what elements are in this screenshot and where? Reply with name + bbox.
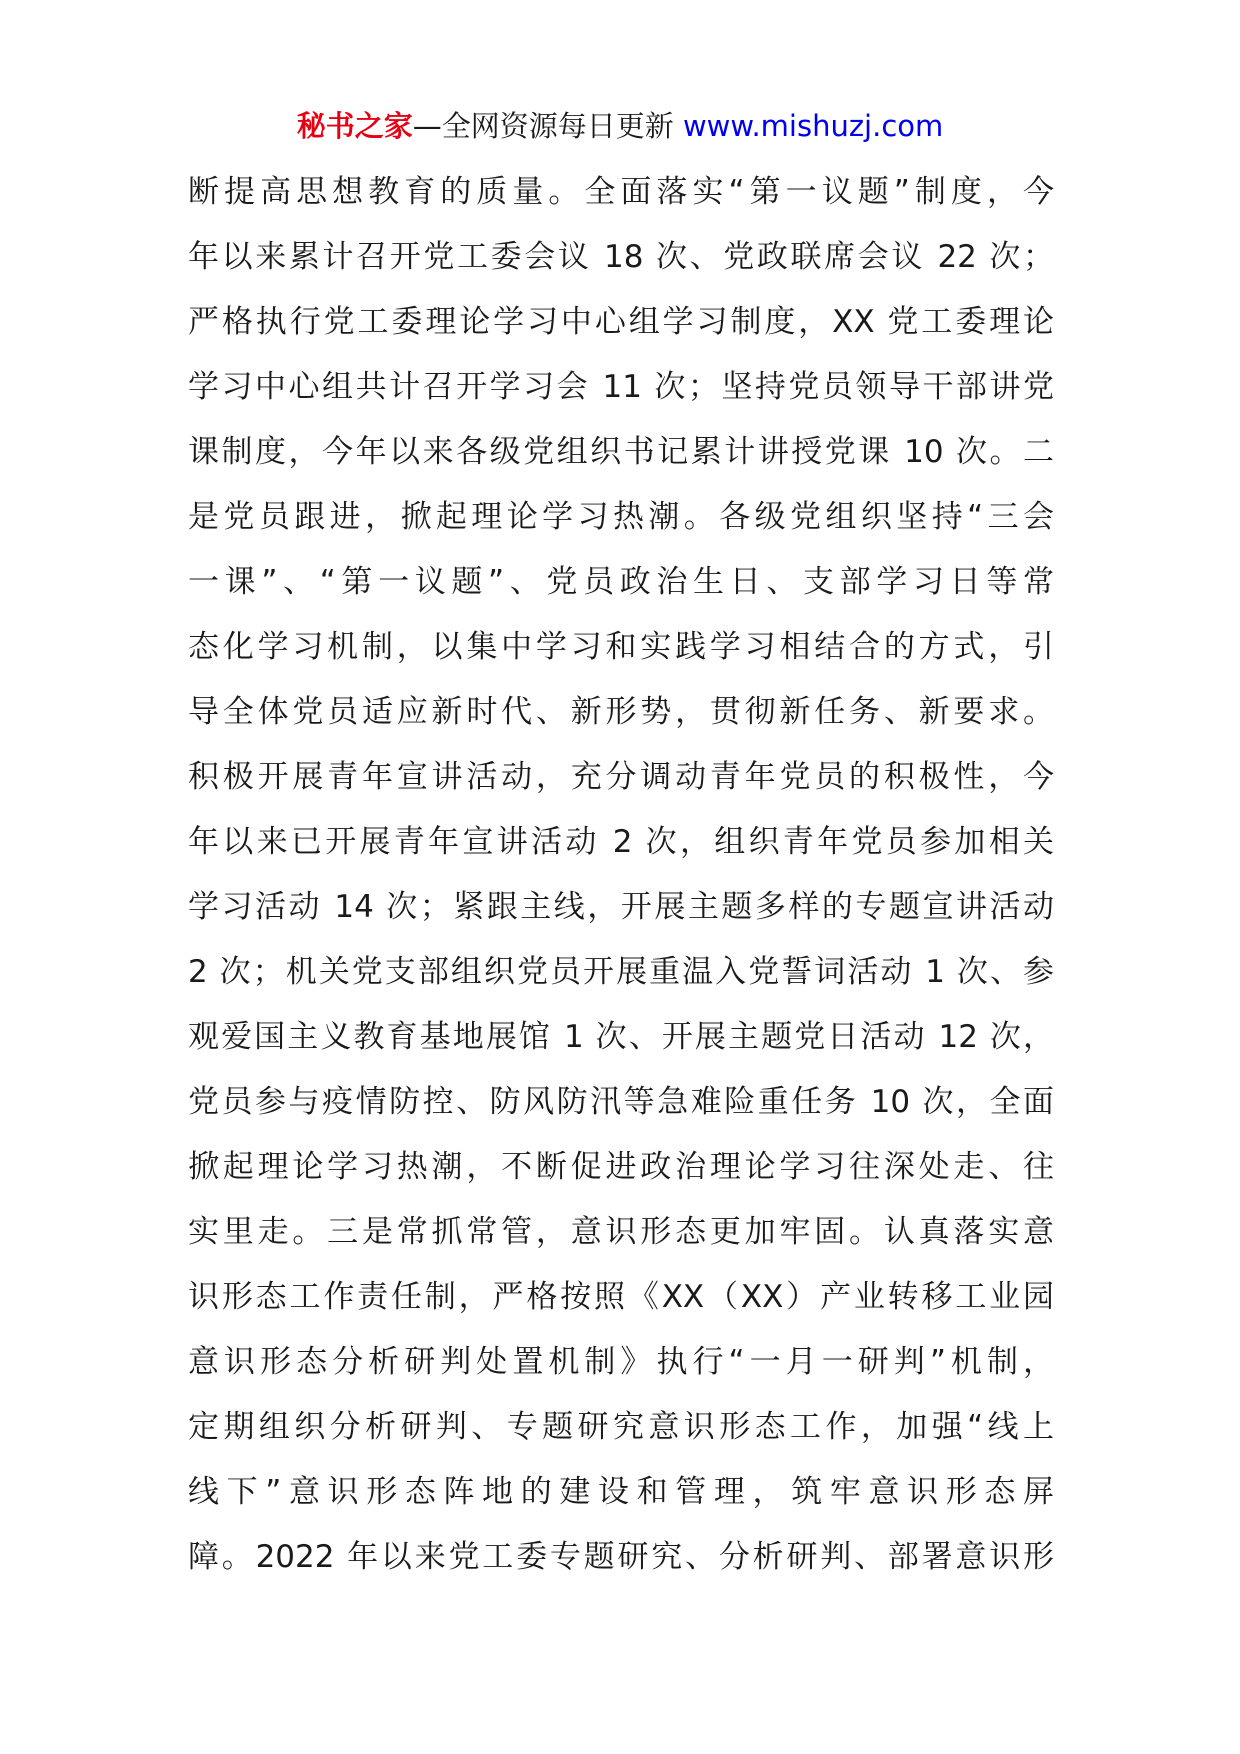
document-body — [188, 160, 1054, 1590]
paragraph-line: 2 次；机关党支部组织党员开展重温入党誓词活动 1 次、参 — [188, 954, 1054, 990]
site-url-link[interactable]: www.mishuzj.com — [682, 109, 944, 143]
paragraph-line: 学习中心组共计召开学习会 11 次；坚持党员领导干部讲党 — [188, 369, 1054, 405]
paragraph-line: 障。2022 年以来党工委专题研究、分析研判、部署意识形 — [188, 1539, 1054, 1575]
header-tagline: —全网资源每日更新 — [412, 109, 683, 143]
paragraph-line: 导全体党员适应新时代、新形势，贯彻新任务、新要求。 — [188, 694, 1054, 730]
page-header — [0, 104, 1240, 148]
paragraph-line: 学习活动 14 次；紧跟主线，开展主题多样的专题宣讲活动 — [188, 889, 1054, 925]
brand-name: 秘书之家 — [296, 109, 413, 143]
paragraph-line: 实里走。三是常抓常管，意识形态更加牢固。认真落实意 — [188, 1214, 1054, 1250]
paragraph-line: 年以来已开展青年宣讲活动 2 次，组织青年党员参加相关 — [188, 824, 1054, 860]
paragraph-line: 线下”意识形态阵地的建设和管理，筑牢意识形态屏 — [188, 1474, 1054, 1510]
paragraph-line: 态化学习机制，以集中学习和实践学习相结合的方式，引 — [188, 629, 1054, 665]
paragraph-line: 意识形态分析研判处置机制》执行“一月一研判”机制， — [188, 1344, 1054, 1380]
paragraph-line: 课制度，今年以来各级党组织书记累计讲授党课 10 次。二 — [188, 434, 1054, 470]
paragraph-line: 掀起理论学习热潮，不断促进政治理论学习往深处走、往 — [188, 1149, 1054, 1185]
paragraph-line: 观爱国主义教育基地展馆 1 次、开展主题党日活动 12 次， — [188, 1019, 1054, 1055]
paragraph-line: 断提高思想教育的质量。全面落实“第一议题”制度，今 — [188, 174, 1054, 210]
paragraph-line: 年以来累计召开党工委会议 18 次、党政联席会议 22 次； — [188, 239, 1054, 275]
paragraph-line: 定期组织分析研判、专题研究意识形态工作，加强“线上 — [188, 1409, 1054, 1445]
paragraph-line: 识形态工作责任制，严格按照《XX（XX）产业转移工业园 — [188, 1279, 1054, 1315]
paragraph-line: 是党员跟进，掀起理论学习热潮。各级党组织坚持“三会 — [188, 499, 1054, 535]
paragraph-line: 党员参与疫情防控、防风防汛等急难险重任务 10 次，全面 — [188, 1084, 1054, 1120]
paragraph-line: 一课”、“第一议题”、党员政治生日、支部学习日等常 — [188, 564, 1054, 600]
paragraph-line: 严格执行党工委理论学习中心组学习制度，XX 党工委理论 — [188, 304, 1054, 340]
paragraph-line: 积极开展青年宣讲活动，充分调动青年党员的积极性，今 — [188, 759, 1054, 795]
